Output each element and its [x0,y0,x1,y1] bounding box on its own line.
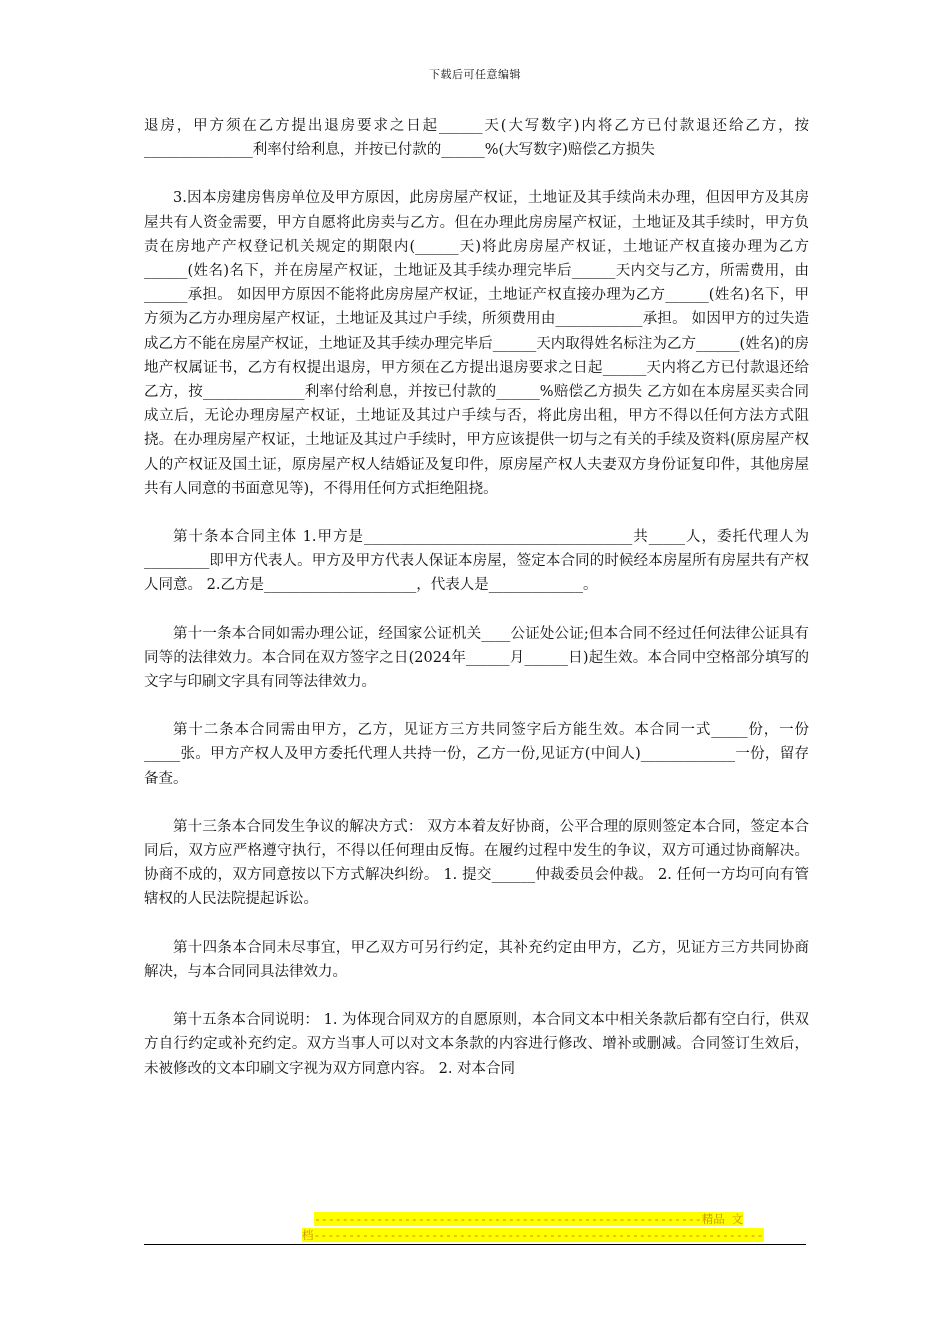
paragraph-clause-3: 3.因本房建房售房单位及甲方原因，此房房屋产权证，土地证及其手续尚未办理，但因甲方及其房屋共有人资金需要，甲方自愿将此房卖与乙方。但在办理此房房屋产权证，土地证及其手续时，甲方负责在房地产产权登记机关规定的期限内(______天)将此房房屋产权证，土地证产权直接办理为乙方______(姓名)名下，并在房屋产权证，土地证及其手续办理完毕后______天内交与乙方，所需费用，由______承担。 如因甲方原因不能将此房房屋产权证，土地证产权直接办理为乙方______(姓名)名下，甲方须为乙方办理房屋产权证，土地证及其过户手续，所须费用由____________承担。 如因甲方的过失造成乙方不能在房屋产权证，土地证及其手续办理完毕后______天内取得姓名标注为乙方______(姓名)的房地产权属证书，乙方有权提出退房，甲方须在乙方提出退房要求之日起______天内将乙方已付款退还给乙方，按______________利率付给利息，并按已付款的______%赔偿乙方损失 乙方如在本房屋买卖合同成立后，无论办理房屋产权证，土地证及其过户手续与否，将此房出租，甲方不得以任何方法方式阻挠。在办理房屋产权证，土地证及其过户手续时，甲方应该提供一切与之有关的手续及资料(原房屋产权人的产权证及国土证，原房屋产权人结婚证及复印件，原房屋产权人夫妻双方身份证复印件，其他房屋共有人同意的书面意见等)，不得用任何方式拒绝阻挠。 [144,190,809,497]
document-body [144,114,809,1105]
paragraph-article-13: 第十三条本合同发生争议的解决方式： 双方本着友好协商，公平合理的原则签定本合同，签定本合同后，双方应严格遵守执行，不得以任何理由反悔。在履约过程中发生的争议，双方可通过协商解决。协商不成的，双方同意按以下方式解决纠纷。 1. 提交______仲裁委员会仲裁。 2. 任何一方均可向有管辖权的人民法院提起诉讼。 [144,818,809,908]
paragraph-refund-continuation: 退房，甲方须在乙方提出退房要求之日起______天(大写数字)内将乙方已付款退还给乙方，按_______________利率付给利息，并按已付款的______%(大写数字)赔偿乙方损失 [144,118,809,159]
footer-line-2: 档----------------------------------------------------------------- [302,1228,764,1242]
paragraph-article-12: 第十二条本合同需由甲方，乙方，见证方三方共同签字后方能生效。本合同一式_____份，一份_____张。甲方产权人及甲方委托代理人共持一份，乙方一份,见证方(中间人)_____________一份，留存备查。 [144,722,809,787]
page-header: 下载后可任意编辑 [429,68,521,81]
paragraph-article-10: 第十条本合同主体 1.甲方是_____________________________________共_____人，委托代理人为_________即甲方代表人。甲方及甲方代表人保证本房屋，签定本合同的时候经本房屋所有房屋共有产权人同意。 2.乙方是_____________________，代表人是_____________。 [144,529,809,594]
paragraph-article-15: 第十五条本合同说明： 1. 为体现合同双方的自愿原则，本合同文本中相关条款后都有空白行，供双方自行约定或补充约定。双方当事人可以对文本条款的内容进行修改、增补或删减。合同签订生效后，未被修改的文本印刷文字视为双方同意内容。 2. 对本合同 [144,1012,809,1077]
paragraph-article-14: 第十四条本合同未尽事宜，甲乙双方可另行约定，其补充约定由甲方，乙方，见证方三方共同协商解决，与本合同同具法律效力。 [144,939,809,980]
paragraph-article-11: 第十一条本合同如需办理公证，经国家公证机关____公证处公证;但本合同不经过任何法律公证具有同等的法律效力。本合同在双方签字之日(2024年______月______日)起生效。本合同中空格部分填写的文字与印刷文字具有同等法律效力。 [144,625,809,691]
footer-line-1: --------------------------------------------------------精品 文 [314,1212,744,1226]
footer-divider [144,1244,806,1245]
footer-watermark [302,1211,764,1243]
